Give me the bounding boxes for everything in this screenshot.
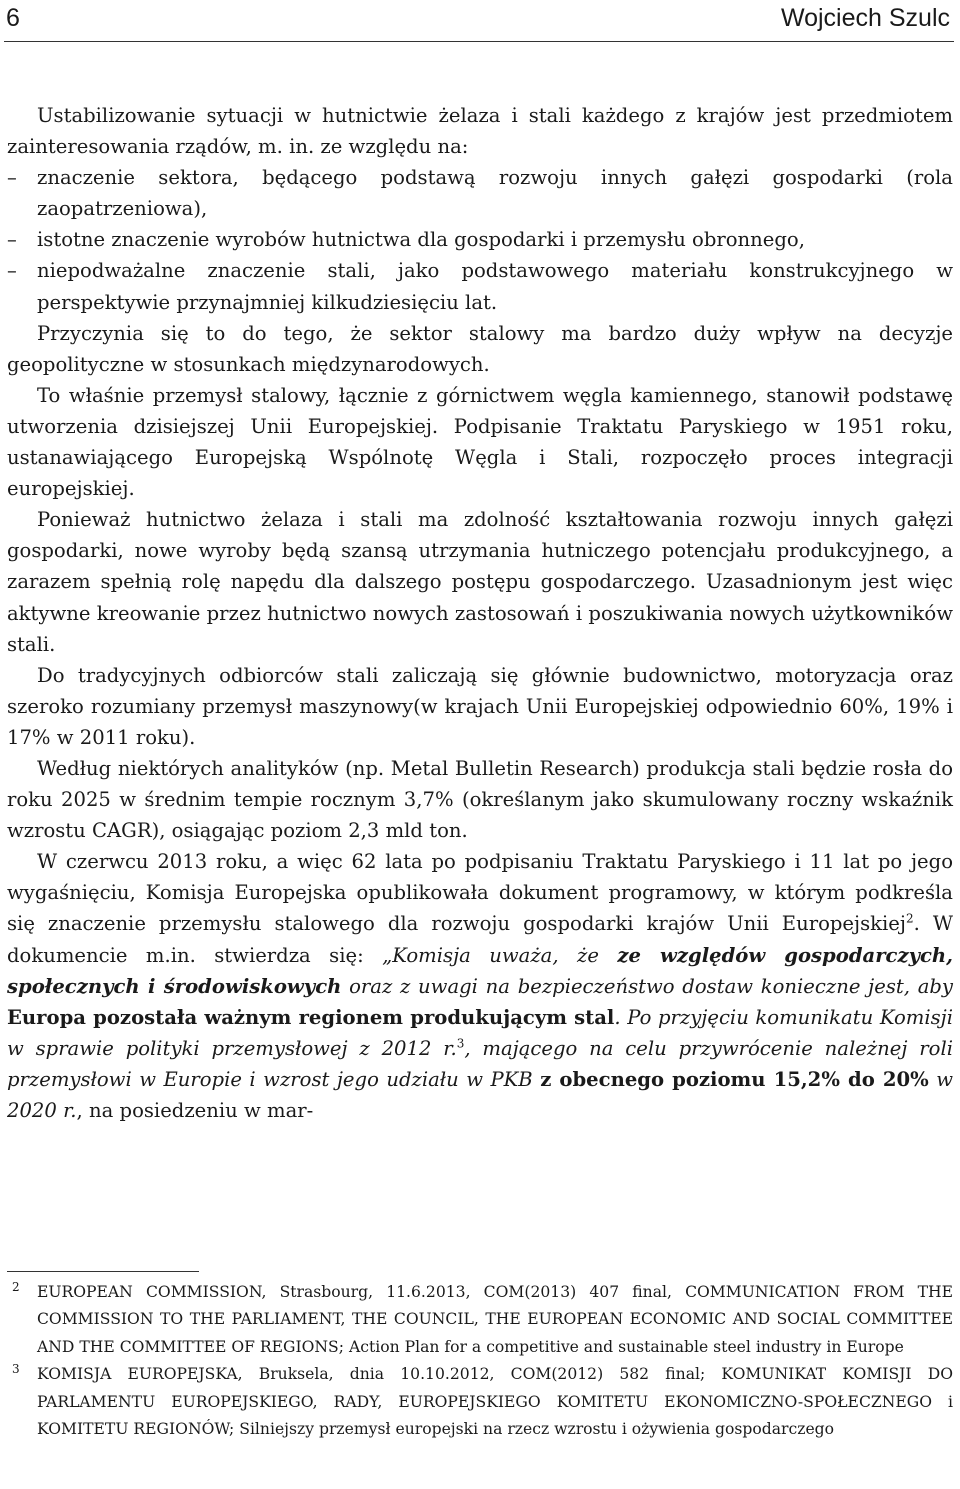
paragraph-quote <box>7 846 953 1126</box>
footnote-ref[interactable]: 3 <box>456 1036 465 1051</box>
list-item-text: znaczenie sektora, będącego podstawą rozwoju innych gałęzi gospodarki (rola zaopatrzeniowa), <box>37 166 953 221</box>
page-header <box>0 0 960 50</box>
quote-italic: . Po przyjęciu komunikatu Komisji w sprawie polityki przemysłowej z 2012 r. <box>7 1005 953 1060</box>
paragraph: Do tradycyjnych odbiorców stali zaliczają się głównie budownictwo, motoryzacja oraz szeroko rozumiany przemysł maszynowy(w krajach Unii Europejskiej odpowiednio 60%, 19% i 17% w 2011 roku). <box>7 663 953 749</box>
paragraph: Przyczynia się to do tego, że sektor stalowy ma bardzo duży wpływ na decyzje geopolityczne w stosunkach międzynarodowych. <box>7 321 953 376</box>
quote-italic: w 2020 r. <box>7 1067 954 1122</box>
footnotes <box>7 1279 953 1443</box>
header-rule <box>4 41 954 42</box>
footnote-number: 2 <box>12 1280 20 1294</box>
dash-marker: – <box>7 228 17 252</box>
text-run: W czerwcu 2013 roku, a więc 62 lata po podpisaniu Traktatu Paryskiego i 11 lat po jego wygaśnięciu, Komisja Europejska opublikowała dokument programowy, w którym podkreśla się znaczenie przemysłu stalowego dla rozwoju gospodarki krajów Unii Europejskiej <box>7 850 953 936</box>
footnote-text: KOMISJA EUROPEJSKA, Bruksela, dnia 10.10.2012, COM(2012) 582 final; KOMUNIKAT KOMISJI DO PARLAMENTU EUROPEJSKIEGO, RADY, EUROPEJSKIEGO KOMITETU EKONOMICZNO-SPOŁECZNEGO i KOMITETU REGIONÓW; Silniejszy przemysł europejski na rzecz wzrostu i ożywienia gospodarczego <box>37 1365 953 1439</box>
quote-bold: z obecnego poziomu 15,2% do 20% <box>540 1067 929 1091</box>
paragraph: Według niektórych analityków (np. Metal Bulletin Research) produkcja stali będzie rosła do roku 2025 w średnim tempie rocznym 3,7% (określanym jako skumulowany roczny wskaźnik wzrostu CAGR), osiągając poziom 2,3 mld ton. <box>7 756 953 843</box>
quote-italic: „Komisja uważa, że <box>382 943 618 967</box>
quote-bold: Europa pozostała ważnym regionem produkującym stal <box>7 1005 615 1029</box>
footnote-text: EUROPEAN COMMISSION, Strasbourg, 11.6.2013, COM(2013) 407 final, COMMUNICATION FROM THE COMMISSION TO THE PARLIAMENT, THE COUNCIL, THE EUROPEAN ECONOMIC AND SOCIAL COMMITTEE AND THE COMMITTEE OF REGIONS; Action Plan for a competitive and sustainable steel industry in Europe <box>37 1283 953 1356</box>
quote-italic: oraz z uwagi na bezpieczeństwo dostaw konieczne jest, aby <box>341 974 953 998</box>
list-item <box>7 162 953 224</box>
footnote <box>7 1361 953 1443</box>
text-run: , na posiedzeniu w mar- <box>76 1099 314 1122</box>
running-head-author: Wojciech Szulc <box>780 4 950 32</box>
list-item-text: istotne znaczenie wyrobów hutnictwa dla gospodarki i przemysłu obronnego, <box>37 228 805 252</box>
paragraph-intro: Ustabilizowanie sytuacji w hutnictwie żelaza i stali każdego z krajów jest przedmiotem zainteresowania rządów, m. in. ze względu na: <box>7 104 953 159</box>
bullet-list <box>7 162 953 317</box>
paragraph: To właśnie przemysł stalowy, łącznie z górnictwem węgla kamiennego, stanowił podstawę utworzenia dzisiejszej Unii Europejskiej. Podpisanie Traktatu Paryskiego w 1951 roku, ustanawiającego Europejską Wspólnotę Węgla i Stali, rozpoczęło proces integracji europejskiej. <box>7 383 953 501</box>
footnote <box>7 1279 953 1361</box>
paragraph: Ponieważ hutnictwo żelaza i stali ma zdolność kształtowania rozwoju innych gałęzi gospodarki, nowe wyroby będą szansą utrzymania hutniczego potencjału produkcyjnego, a zarazem spełnią rolę napędu dla dalszego postępu gospodarczego. Uzasadnionym jest więc aktywne kreowanie przez hutnictwo nowych zastosowań i poszukiwania nowych użytkowników stali. <box>7 508 953 656</box>
body-text <box>7 100 953 1126</box>
text-run: . W dokumencie m.in. stwierdza się: <box>7 912 953 967</box>
quote-italic: , mającego na celu przywrócenie należnej roli przemysłowi w Europie i wzrost jego udziału w PKB <box>7 1036 953 1091</box>
list-item-text: niepodważalne znaczenie stali, jako podstawowego materiału konstrukcyjnego w perspektywie przynajmniej kilkudziesięciu lat. <box>37 259 953 314</box>
dash-marker: – <box>7 166 17 190</box>
footnote-number: 3 <box>12 1362 20 1377</box>
list-item <box>7 255 953 317</box>
page-number: 6 <box>6 4 20 32</box>
dash-marker: – <box>7 259 17 283</box>
footnote-rule <box>7 1271 199 1272</box>
list-item <box>7 224 953 255</box>
footnote-ref[interactable]: 2 <box>905 911 914 926</box>
quote-bold-italic: ze względów gospodarczych, społecznych i środowiskowych <box>7 943 953 998</box>
